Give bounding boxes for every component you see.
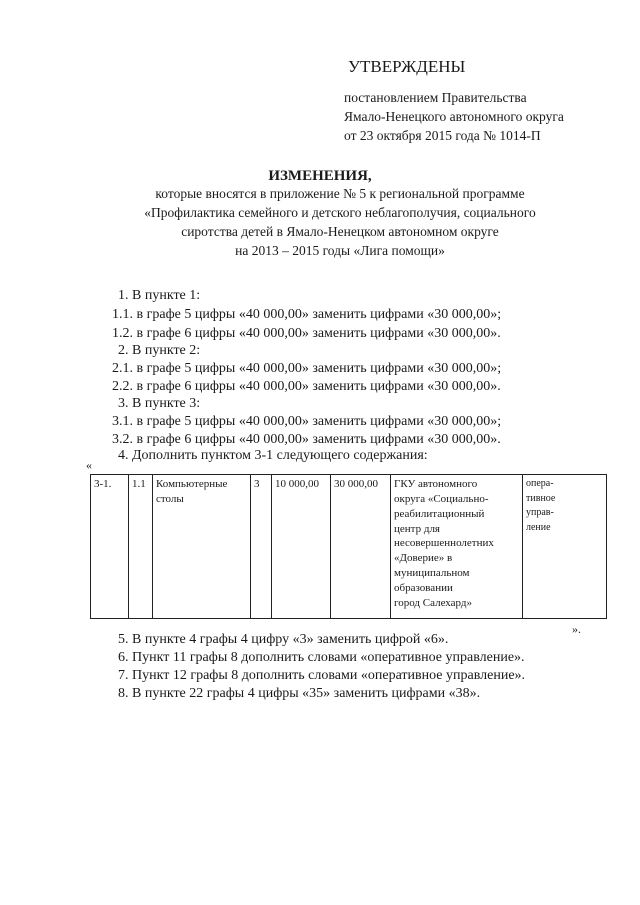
table-cell-amount-6: 30 000,00: [331, 475, 391, 619]
quote-open: «: [86, 458, 92, 472]
list-item: 2. В пункте 2:: [118, 343, 201, 358]
cell-line: округа «Социально-: [394, 492, 489, 505]
cell-line: ление: [526, 521, 551, 533]
list-item: 3. В пункте 3:: [118, 396, 201, 411]
changes-subtitle-line: сиротства детей в Ямало-Ненецком автономном округе: [181, 224, 499, 239]
changes-subtitle-line: «Профилактика семейного и детского неблагополучия, социального: [144, 205, 536, 220]
changes-title: ИЗМЕНЕНИЯ,: [268, 168, 372, 184]
inserted-table: [90, 474, 607, 619]
cell-line: образовании: [394, 581, 453, 594]
changes-subtitle-line: на 2013 – 2015 годы «Лига помощи»: [235, 243, 445, 258]
cell-line: центр для: [394, 522, 440, 535]
table-cell-amount-5: 10 000,00: [272, 475, 331, 619]
list-item: 6. Пункт 11 графы 8 дополнить словами «оперативное управление».: [118, 650, 525, 665]
list-item: 3.1. в графе 5 цифры «40 000,00» заменить цифрами «30 000,00»;: [112, 414, 502, 429]
table-cell-name: [153, 475, 251, 619]
table-cell-code: 1.1: [129, 475, 153, 619]
table-cell-recipient: [391, 475, 523, 619]
cell-line: тивное: [526, 492, 556, 504]
list-item: 3.2. в графе 6 цифры «40 000,00» заменить цифрами «30 000,00».: [112, 432, 501, 447]
approved-line: Ямало-Ненецкого автономного округа: [344, 109, 564, 124]
list-item: 8. В пункте 22 графы 4 цифры «35» заменить цифрами «38».: [118, 686, 481, 701]
cell-line: город Салехард»: [394, 596, 472, 609]
list-item: 7. Пункт 12 графы 8 дополнить словами «оперативное управление».: [118, 668, 526, 683]
cell-line: столы: [156, 492, 184, 505]
approved-line: от 23 октября 2015 года № 1014-П: [344, 128, 541, 143]
list-item: 5. В пункте 4 графы 4 цифру «3» заменить цифрой «6».: [118, 632, 449, 647]
approved-title: УТВЕРЖДЕНЫ: [348, 57, 466, 76]
cell-line: опера-: [526, 478, 554, 489]
cell-line: «Доверие» в: [394, 552, 453, 565]
cell-line: реабилитационный: [394, 507, 485, 520]
cell-line: Компьютерные: [156, 478, 228, 490]
list-item: 1.2. в графе 6 цифры «40 000,00» заменить цифрами «30 000,00».: [112, 326, 501, 341]
cell-line: несовершеннолетних: [394, 537, 494, 550]
list-item: 2.1. в графе 5 цифры «40 000,00» заменить цифрами «30 000,00»;: [112, 361, 502, 376]
changes-subtitle-line: которые вносятся в приложение № 5 к региональной программе: [155, 186, 525, 201]
list-item: 1. В пункте 1:: [118, 288, 201, 303]
list-item: 1.1. в графе 5 цифры «40 000,00» заменить цифрами «30 000,00»;: [112, 307, 502, 322]
cell-line: ГКУ автономного: [394, 478, 478, 490]
table-row: [91, 475, 607, 619]
list-item: 4. Дополнить пунктом 3-1 следующего содержания:: [118, 448, 428, 463]
cell-line: муниципальном: [394, 567, 470, 580]
list-item: 2.2. в графе 6 цифры «40 000,00» заменить цифрами «30 000,00».: [112, 379, 501, 394]
cell-line: управ-: [526, 507, 554, 518]
quote-close: ».: [572, 622, 581, 636]
table-cell-management: [523, 475, 607, 619]
table-cell-quantity: 3: [251, 475, 272, 619]
approved-line: постановлением Правительства: [344, 90, 527, 105]
table-cell-number: 3-1.: [91, 475, 129, 619]
